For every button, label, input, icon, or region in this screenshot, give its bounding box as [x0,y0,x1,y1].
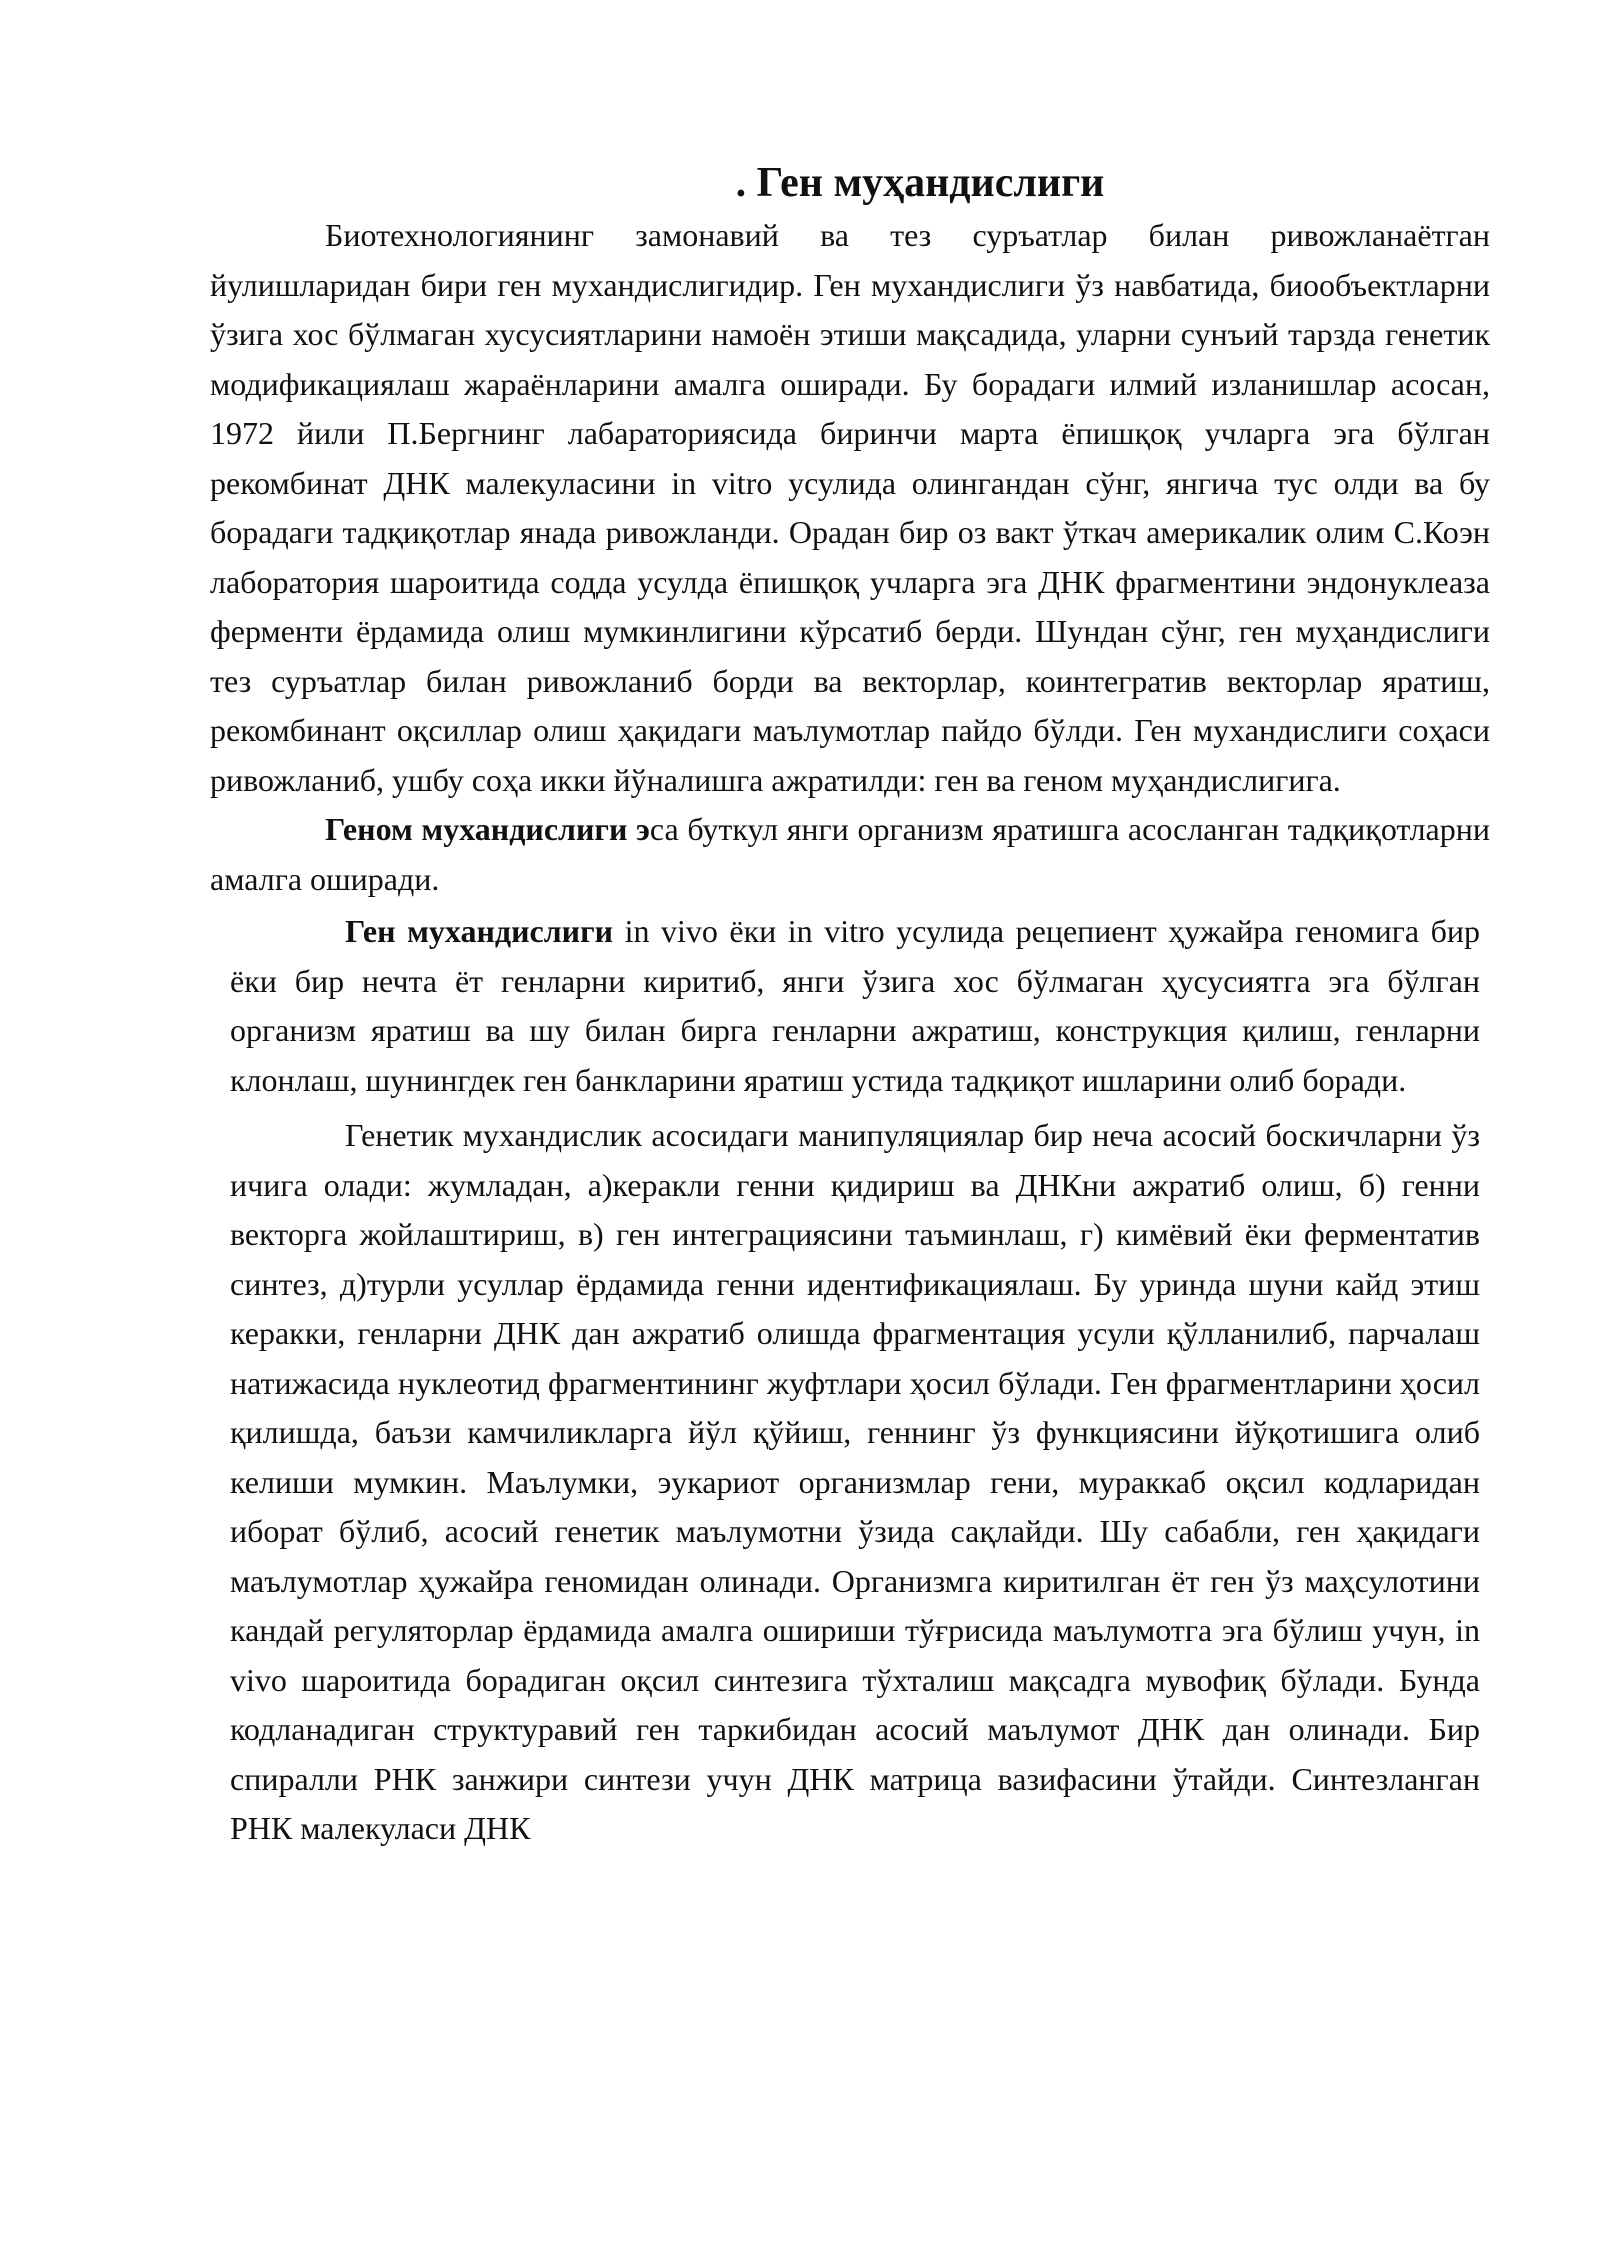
paragraph-text: са буткул янги организм яратишга асосланган тадқиқотларни амалга оширади. [210,811,1491,897]
document-body [210,155,1490,1854]
paragraph-gene-engineering [230,907,1480,1105]
paragraph-intro [210,211,1490,805]
paragraph-genome-engineering [210,805,1490,904]
paragraph-text: in vivo ёки in vitro усулида рецепиент ҳужайра геномига бир ёки бир нечта ёт генларни киритиб, янги ўзига хос бўлмаган ҳусусиятга эга бўлган организм яратиш ва шу билан бирга генларни ажратиш, конструкция қилиш, генларни клонлаш, шунингдек ген банкларини яратиш устида тадқиқот ишларини олиб боради. [230,913,1481,1098]
paragraph-text: Генетик мухандислик асосидаги манипуляциялар бир неча асосий боскичларни ўз ичига олади: жумладан, а)керакли генни қидириш ва ДНКни ажратиб олиш, б) генни векторга жойлаштириш, в) ген интеграциясини таъминлаш, г) кимёвий ёки ферментатив синтез, д)турли усуллар ёрдамида генни идентификациялаш. Бу уринда шуни кайд этиш керакки, генларни ДНК дан ажратиб олишда фрагментация усули қўлланилиб, парчалаш натижасида нуклеотид фрагментининг жуфтлари ҳосил бўлади. Ген фрагментларини ҳосил қилишда, баъзи камчиликларга йўл қўйиш, геннинг ўз функциясини йўқотишига олиб келиши мумкин. Маълумки, эукариот организмлар гени, мураккаб оқсил кодларидан иборат бўлиб, асосий генетик маълумотни ўзида сақлайди. Шу сабабли, ген ҳақидаги маълумотлар ҳужайра геномидан олинади. Организмга киритилган ёт ген ўз маҳсулотини кандай регуляторлар ёрдамида амалга ошириши тўғрисида маълумотга эга бўлиш учун, in vivo шароитида борадиган оқсил синтезига тўхталиш мақсадга мувофиқ бўлади. Бунда кодланадиган структуравий ген таркибидан асосий маълумот ДНК дан олинади. Бир спиралли РНК занжири синтези учун ДНК матрица вазифасини ўтайди. Синтезланган РНК малекуласи ДНК [230,1117,1480,1846]
bold-term-genome-engineering: Геном мухандислиги э [325,811,650,847]
paragraph-genetic-manipulations [230,1111,1480,1854]
page-title: . Ген муҳандислиги [735,160,1105,206]
paragraph-text: Биотехнологиянинг замонавий ва тез суръатлар билан ривожланаётган йулишларидан бири ген мухандислигидир. Ген мухандислиги ўз навбатида, биообъектларни ўзига хос бўлмаган хусусиятларини намоён этиши мақсадида, уларни сунъий тарзда генетик модификациялаш жараёнларини амалга оширади. Бу борадаги илмий изланишлар асосан, 1972 йили П.Бергнинг лабараториясида биринчи марта ёпишқоқ учларга эга бўлган рекомбинат ДНК малекуласини in vitro усулида олингандан сўнг, янгича тус олди ва бу борадаги тадқиқотлар янада ривожланди. Орадан бир оз вакт ўткач америкалик олим С.Коэн лаборатория шароитида содда усулда ёпишқоқ учларга эга ДНК фрагментини эндонуклеаза ферменти ёрдамида олиш мумкинлигини кўрсатиб берди. Шундан сўнг, ген муҳандислиги тез суръатлар билан ривожланиб борди ва векторлар, коинтегратив векторлар яратиш, рекомбинант оқсиллар олиш ҳақидаги маълумотлар пайдо бўлди. Ген мухандислиги соҳаси ривожланиб, ушбу соҳа икки йўналишга ажратилди: ген ва геном муҳандислигига. [210,217,1490,798]
bold-term-gene-engineering: Ген мухандислиги [345,913,614,949]
